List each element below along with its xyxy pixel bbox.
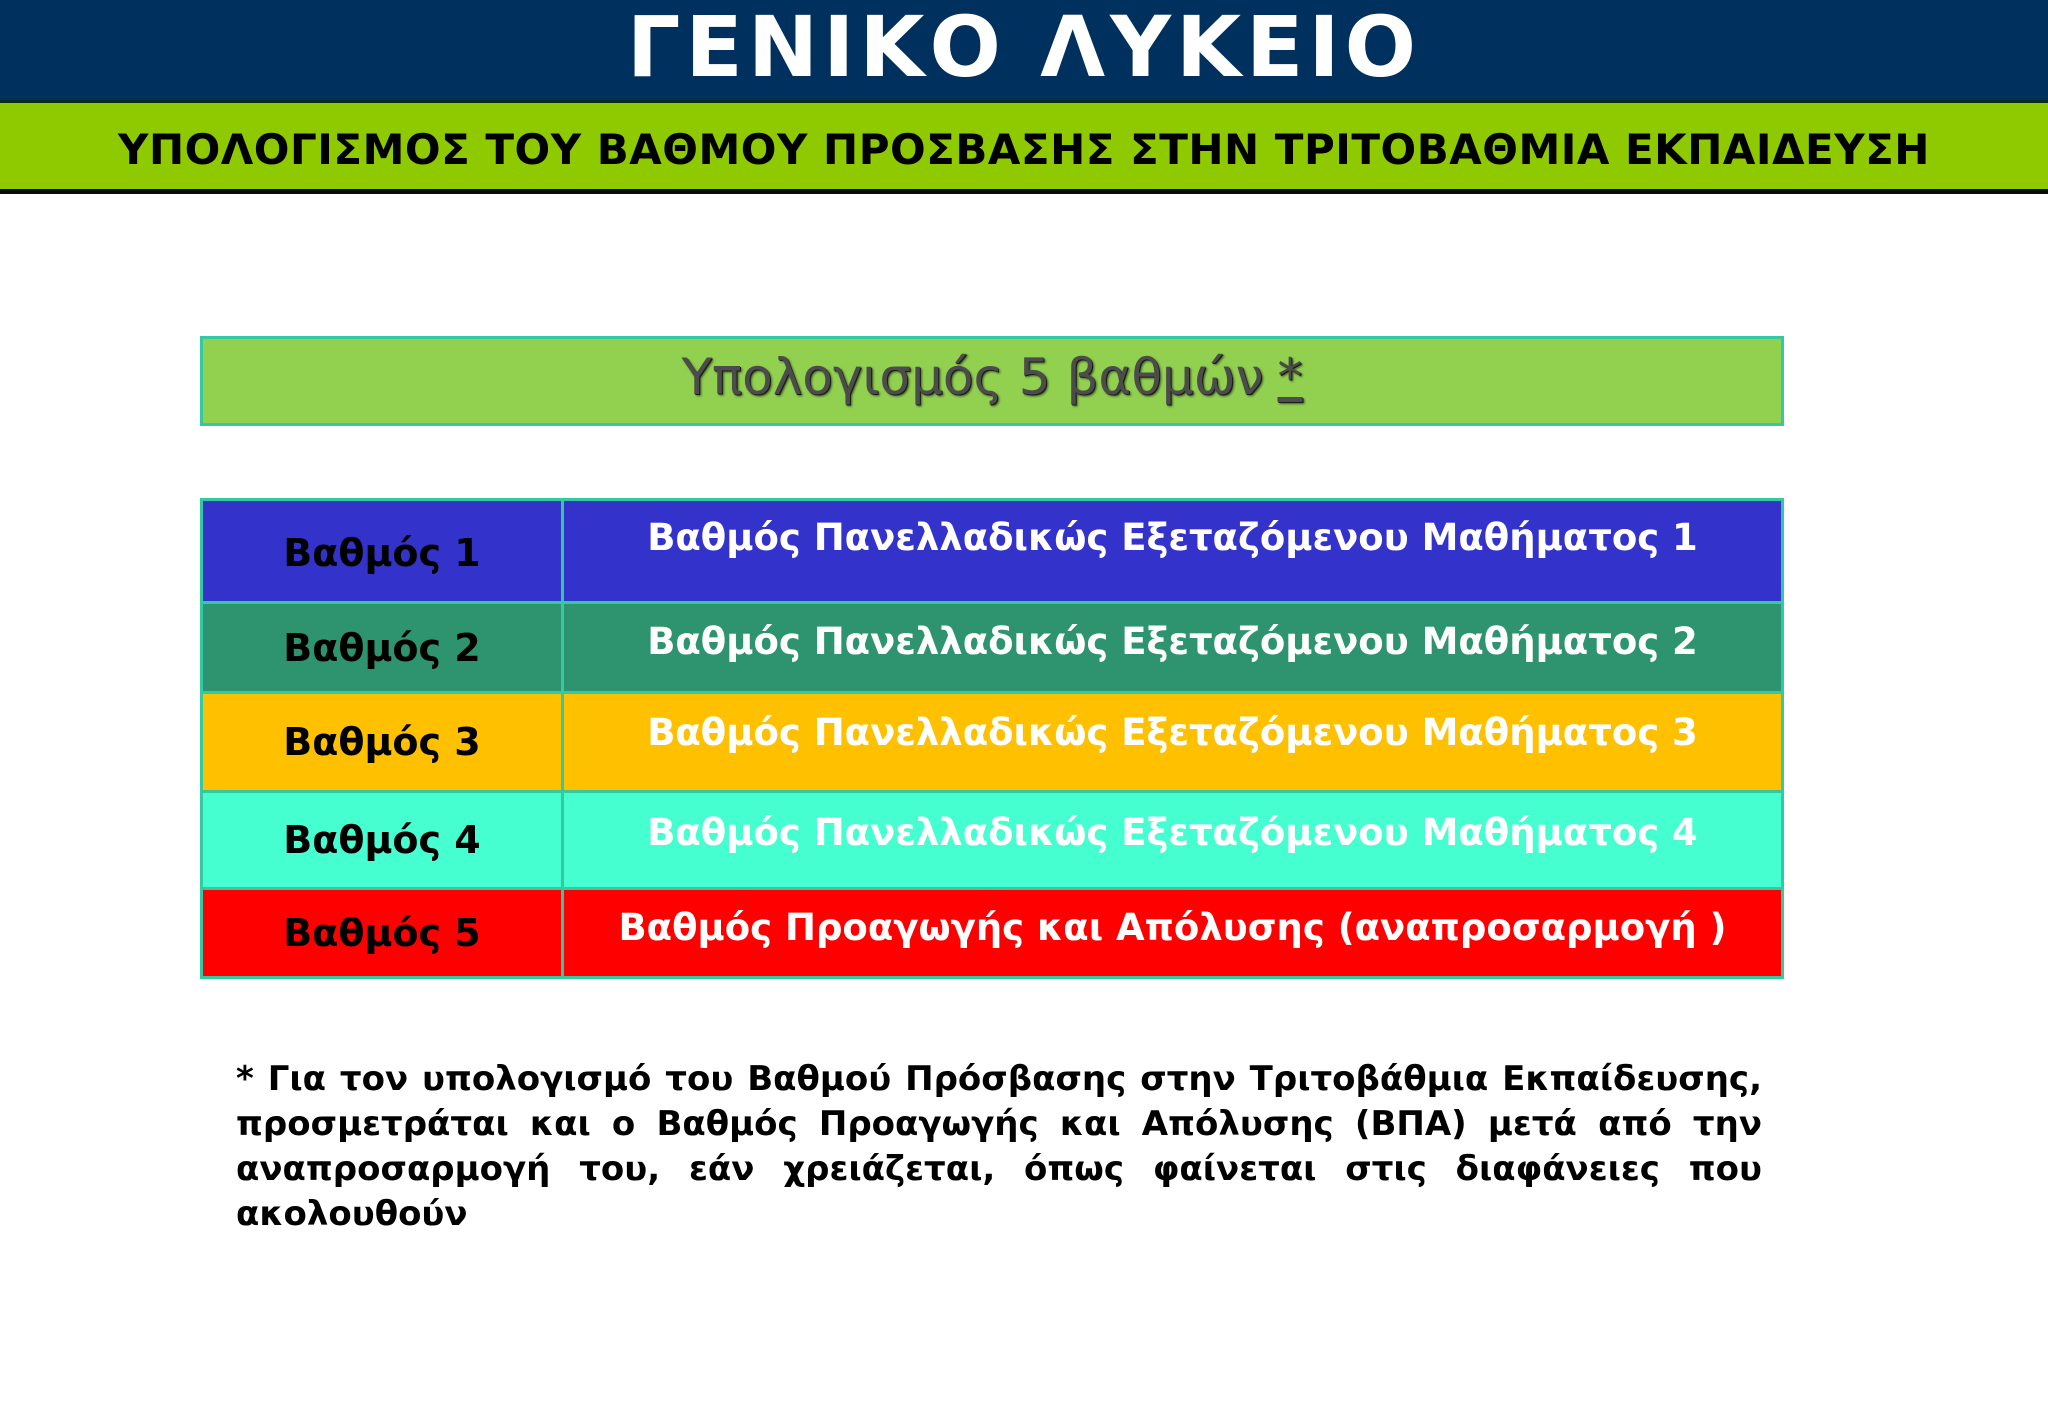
grade-label-cell	[202, 889, 563, 978]
grade-description-cell	[563, 500, 1783, 603]
grade-description: Βαθμός Πανελλαδικώς Εξεταζόμενου Μαθήματος 4	[647, 810, 1698, 854]
grade-label-cell	[202, 693, 563, 792]
grade-description-cell	[563, 603, 1783, 693]
grade-label: Βαθμός 4	[283, 818, 481, 862]
grade-label-cell	[202, 500, 563, 603]
grade-label: Βαθμός 5	[283, 911, 481, 955]
grade-label-cell	[202, 792, 563, 889]
grade-label-cell	[202, 603, 563, 693]
grade-row-5	[202, 889, 1783, 978]
grade-label: Βαθμός 1	[283, 531, 481, 575]
subtitle-bar	[0, 100, 2048, 194]
section-title: Υπολογισμός 5 βαθμών	[681, 348, 1264, 406]
grade-description: Βαθμός Πανελλαδικώς Εξεταζόμενου Μαθήματος 1	[647, 515, 1698, 559]
page-title: ΓΕΝΙΚΟ ΛΥΚΕΙΟ	[626, 0, 1422, 96]
footnote: * Για τον υπολογισμό του Βαθμού Πρόσβασης στην Τριτοβάθμια Εκπαίδευσης, προσμετράται και ο Βαθμός Προαγωγής και Απόλυσης (ΒΠΑ) μετά από την αναπροσαρμογή του, εάν χρειάζεται, όπως φαίνεται στις διαφάνειες που ακολουθούν	[236, 1059, 1762, 1234]
grade-description-cell	[563, 792, 1783, 889]
grades-table	[200, 498, 1784, 979]
grade-row-2	[202, 603, 1783, 693]
section-title-wrapper	[681, 348, 1302, 406]
grade-label: Βαθμός 2	[283, 625, 481, 670]
grade-label: Βαθμός 3	[283, 720, 481, 764]
grade-description: Βαθμός Πανελλαδικώς Εξεταζόμενου Μαθήματος 2	[647, 620, 1698, 663]
title-bar	[0, 0, 2048, 100]
grade-row-4	[202, 792, 1783, 889]
page-subtitle: ΥΠΟΛΟΓΙΣΜΟΣ ΤΟΥ ΒΑΘΜΟΥ ΠΡΟΣΒΑΣΗΣ ΣΤΗΝ ΤΡΙΤΟΒΑΘΜΙΑ ΕΚΠΑΙΔΕΥΣΗ	[118, 124, 1930, 174]
grade-row-3	[202, 693, 1783, 792]
grade-description: Βαθμός Προαγωγής και Απόλυσης (αναπροσαρμογή )	[618, 905, 1727, 949]
section-banner	[200, 336, 1784, 426]
section-footnote-marker: *	[1277, 348, 1303, 406]
grade-description-cell	[563, 693, 1783, 792]
grade-row-1	[202, 500, 1783, 603]
grade-description-cell	[563, 889, 1783, 978]
grade-description: Βαθμός Πανελλαδικώς Εξεταζόμενου Μαθήματος 3	[647, 710, 1698, 754]
